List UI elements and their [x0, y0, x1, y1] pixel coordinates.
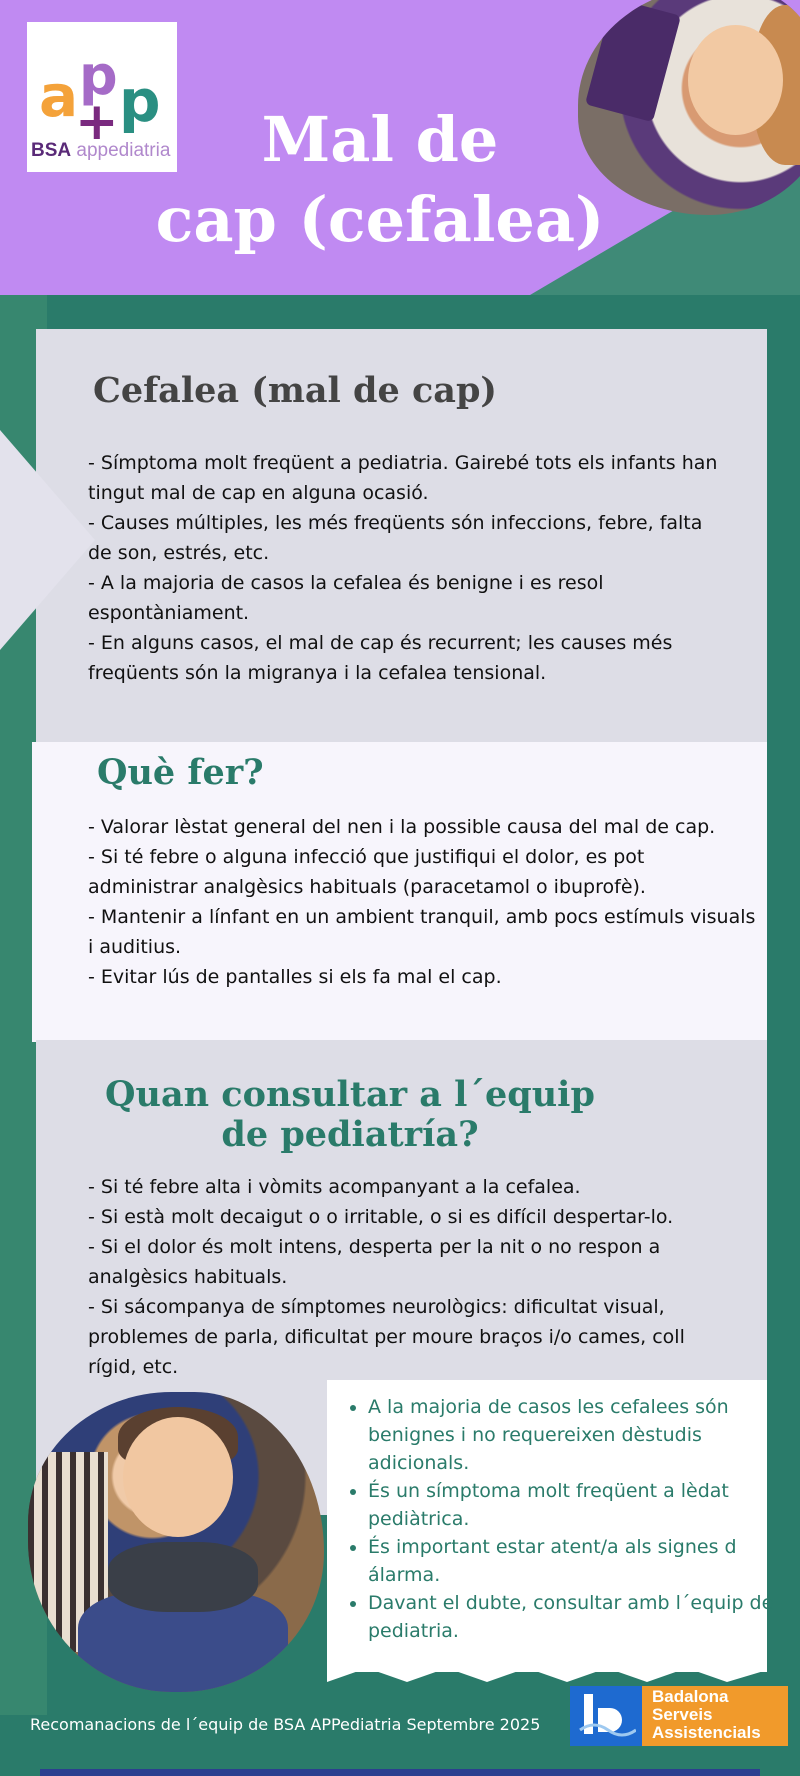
partner-logo-mark-icon — [578, 1690, 636, 1742]
key-points-wave-edge — [327, 1662, 767, 1688]
photo-girl-headache — [578, 0, 800, 215]
section-consultar-title-line2: de pediatría? — [221, 1114, 479, 1155]
footer-credit: Recomanacions de l´equip de BSA APPediatria Septembre 2025 — [30, 1715, 541, 1734]
section-cefalea-title: Cefalea (mal de cap) — [93, 370, 497, 411]
partner-name-line1: Badalona — [652, 1687, 729, 1706]
partner-name-line2: Serveis — [652, 1705, 713, 1724]
cefalea-line: - A la majoria de casos la cefalea és benigne i es resol espontàniament. — [88, 572, 604, 624]
section-consultar-title-line1: Quan consultar a l´equip — [105, 1074, 595, 1115]
logo-caption-brand: BSA — [31, 140, 72, 161]
wave-divider — [32, 1024, 767, 1054]
cefalea-line: - Causes múltiples, les més freqüents són infeccions, febre, falta de son, estrés, etc. — [88, 512, 703, 564]
bottom-edge-bar — [40, 1769, 760, 1776]
page-title-line2: cap (cefalea) — [155, 183, 605, 256]
que-fer-line: - Evitar lús de pantalles si els fa mal el cap. — [88, 966, 502, 988]
key-point-item: • És un símptoma molt freqüent a lèdat pediàtrica. — [368, 1477, 798, 1533]
consultar-line: - Si sácompanya de símptomes neurològics: dificultat visual, problemes de parla, dificultat per moure braços i/o cames, coll rígid, etc. — [88, 1296, 685, 1378]
partner-name-line3: Assistencials — [652, 1723, 761, 1742]
section-que-fer-text — [88, 812, 758, 992]
que-fer-line: - Valorar lèstat general del nen i la possible causa del mal de cap. — [88, 816, 716, 838]
section-consultar-title — [100, 1075, 600, 1155]
cefalea-line: - En alguns casos, el mal de cap és recurrent; les causes més freqüents són la migranya i la cefalea tensional. — [88, 632, 673, 684]
consultar-line: - Si té febre alta i vòmits acompanyant a la cefalea. — [88, 1176, 581, 1198]
photo-boy-headache — [28, 1392, 324, 1692]
page-title-line1: Mal de — [261, 103, 499, 176]
logo-letter-a: a — [39, 62, 79, 130]
logo-plus-icon: + — [75, 92, 119, 152]
que-fer-line: - Mantenir a línfant en un ambient tranquil, amb pocs estímuls visuals i auditius. — [88, 906, 756, 958]
que-fer-line: - Si té febre o alguna infecció que justifiqui el dolor, es pot administrar analgèsics habituals (paracetamol o ibuprofè). — [88, 846, 646, 898]
consultar-line: - Si el dolor és molt intens, desperta per la nit o no respon a analgèsics habituals. — [88, 1236, 661, 1288]
section-cefalea-decor — [0, 430, 95, 650]
cefalea-line: - Símptoma molt freqüent a pediatria. Gairebé tots els infants han tingut mal de cap en alguna ocasió. — [88, 452, 718, 504]
key-points-list — [340, 1393, 798, 1645]
section-consultar-text — [88, 1172, 738, 1382]
key-point-item: • És important estar atent/a als signes d álarma. — [368, 1533, 798, 1589]
consultar-line: - Si està molt decaigut o o irritable, o si es difícil despertar-lo. — [88, 1206, 674, 1228]
logo-letter-p2: p — [119, 67, 161, 135]
key-point-item: • A la majoria de casos les cefalees són benignes i no requereixen dèstudis adicionals. — [368, 1393, 798, 1477]
logo-caption-name: appediatria — [76, 140, 171, 161]
logo-letter-p1: p — [79, 44, 118, 107]
section-que-fer-title: Què fer? — [97, 752, 264, 793]
section-cefalea-text — [88, 448, 728, 688]
page-title — [150, 100, 610, 260]
partner-logo-text — [652, 1688, 761, 1742]
key-point-item: • Davant el dubte, consultar amb l´equip de pediatria. — [368, 1589, 798, 1645]
